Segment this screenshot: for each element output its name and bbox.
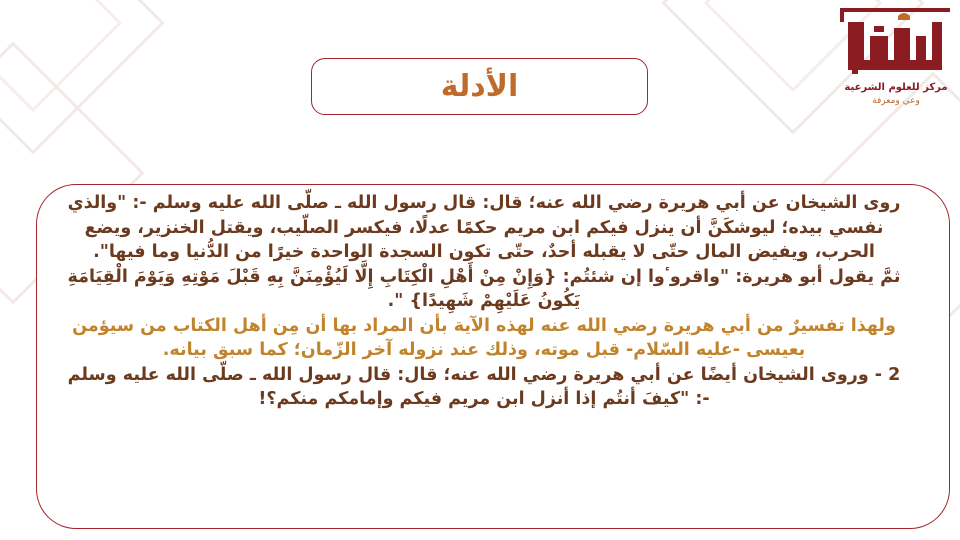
logo (832, 4, 960, 108)
logo-subtitle: مركز للعلوم الشرعية (844, 82, 948, 93)
paragraph-explanation: ولهذا تفسيرٌ من أبي هريرة رضي الله عنه لهذه الآية بأن المراد بها أن مِن أهل الكتاب من سيؤمن بعيسى -عليه السّلام- قبل موته، وذلك عند نزوله آخر الزّمان؛ كما سبق بيانه. (72, 315, 896, 360)
content-text (58, 191, 910, 412)
paragraph-hadith-1: روى الشيخان عن أبي هريرة رضي الله عنه؛ قال: قال رسول الله ـ صلّى الله عليه وسلم -: "والذي نفسي بيده؛ ليوشكَنَّ أن ينزل فيكم ابن مريم حكمًا عدلًا، فيكسر الصلّيب، ويقتل الخنزير، ويضع الحرب، ويفيض المال حتّى لا يقبله أحدٌ، حتّى تكون السجدة الواحدة خيرًا من الدُّنيا وما فيها". (67, 193, 901, 262)
paragraph-hadith-2: 2 - وروى الشيخان أيضًا عن أبي هريرة رضي الله عنه؛ قال: قال رسول الله ـ صلّى الله عليه وسلم -: "كيفَ أنتُم إذا أنزل ابن مريم فيكم وإمامكم منكم؟! (67, 364, 901, 409)
title-box (311, 58, 648, 115)
logo-mark-icon (840, 8, 950, 74)
logo-tagline: وعي ومعرفة (872, 96, 920, 106)
slide-title: الأدلة (440, 69, 519, 104)
paragraph-abu-hurayra-quote: ثمَّ يقول أبو هريرة: "واقروٴوا إن شئتُم: {وَإِنْ مِنْ أَهْلِ الْكِتَابِ إِلَّا لَيُؤْمِنَنَّ بِهِ قَبْلَ مَوْتِهِ وَيَوْمَ الْقِيَامَةِ يَكُونُ عَلَيْهِمْ شَهِيدًا} ". (67, 266, 901, 311)
